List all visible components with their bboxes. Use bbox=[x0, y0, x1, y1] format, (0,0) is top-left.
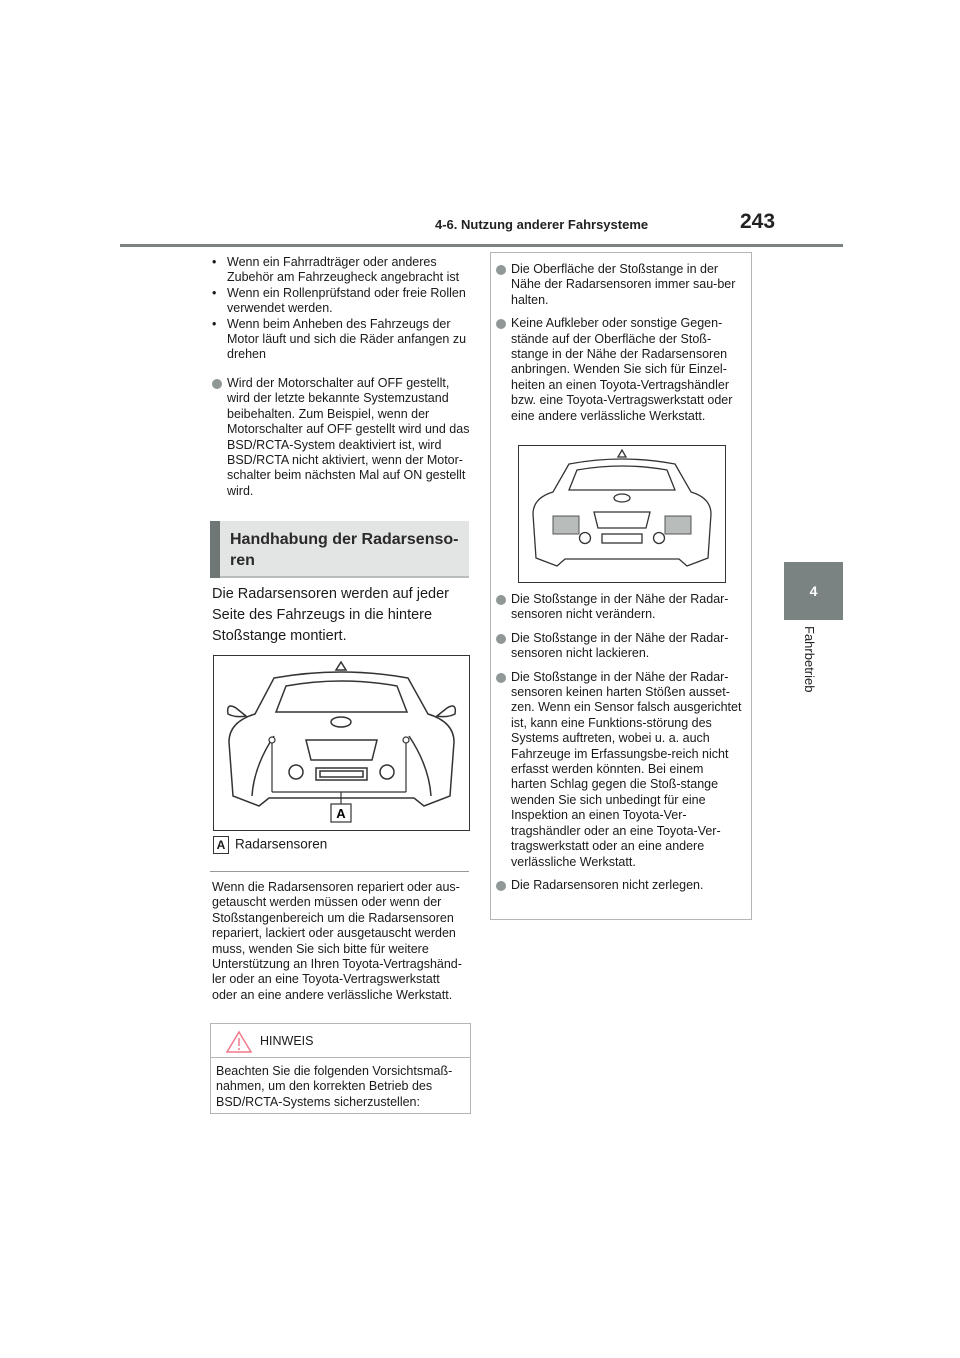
list-item: • Wenn ein Fahrradträger oder anderes Zubehör am Fahrzeugheck angebracht ist bbox=[212, 255, 470, 286]
left-bullet-list bbox=[212, 255, 470, 363]
bullet-dot-icon bbox=[496, 595, 506, 605]
list-item: • Wenn beim Anheben des Fahrzeugs der Motor läuft und sich die Räder anfangen zu drehen bbox=[212, 317, 470, 363]
figure-label-a: A bbox=[336, 806, 346, 821]
heading-text: Handhabung der Radarsenso-ren bbox=[230, 531, 459, 569]
right-column-bottom bbox=[496, 592, 742, 901]
list-item-text: Die Oberfläche der Stoßstange in der Nähe der Radarsensoren immer sau-ber halten. bbox=[511, 262, 736, 307]
bullet-dot-icon bbox=[496, 881, 506, 891]
bullet-dot-icon bbox=[496, 634, 506, 644]
hinweis-body: Beachten Sie die folgenden Vorsichtsmaß-nahmen, um den korrekten Betrieb des BSD/RCTA-Systems sicherzustellen: bbox=[216, 1064, 453, 1109]
list-item bbox=[496, 631, 742, 662]
heading-bar bbox=[210, 521, 220, 578]
notice-text: Wenn die Radarsensoren repariert oder aus-getauscht werden müssen oder wenn der Stoßstangenbereich um die Radarsensoren repariert, lackiert oder ausgetauscht werden muss, wenden Sie sich bitte für weitere Unterstützung an Ihren Toyota-Vertragshänd-ler oder an eine Toyota-Vertragswerkstatt oder an eine andere verlässliche Werkstatt. bbox=[212, 880, 462, 1002]
list-item-text: Die Stoßstange in der Nähe der Radar-sensoren keinen harten Stößen ausset-zen. Wenn ein Sensor falsch ausgerichtet ist, kann eine Funktions-störung des Systems auftreten, wobei u. a. auch Fahrzeuge im Erfassungsbe-reich nicht erfasst werden könnten. Bei einem harten Schlag gegen die Stoß-stange wenden Sie sich unbedingt für eine Inspektion an einen Toyota-Ver-tragshändler oder an eine Toyota-Ver-tragswerkstatt oder an eine andere verlässliche Werkstatt. bbox=[511, 669, 742, 869]
page-number: 243 bbox=[740, 210, 776, 233]
header-rule bbox=[120, 244, 843, 247]
bullet-dot-icon bbox=[212, 379, 222, 389]
caption-label-a: A bbox=[213, 836, 229, 854]
bullet-dot-icon bbox=[496, 265, 506, 275]
car-rear-sensor-area-figure bbox=[518, 445, 726, 583]
chapter-tab: 4 bbox=[784, 562, 843, 620]
chapter-label: Fahrbetrieb bbox=[802, 626, 817, 693]
left-note bbox=[212, 376, 470, 499]
car-rear-figure bbox=[213, 655, 470, 831]
list-item-text: Keine Aufkleber oder sonstige Gegen-stände auf der Oberfläche der Stoß-stange in der Nähe der Radarsensoren anbringen. Wenden Sie sich für Einzel-heiten an einen Toyota-Vertragshändler bzw. eine Toyota-Vertragswerkstatt oder eine andere verlässliche Werkstatt. bbox=[511, 316, 733, 423]
hinweis-box bbox=[210, 1023, 471, 1114]
divider bbox=[210, 871, 469, 872]
list-item-text: Die Stoßstange in der Nähe der Radar-sensoren nicht verändern. bbox=[511, 592, 729, 622]
section-heading bbox=[210, 521, 469, 578]
bullet-dot-icon bbox=[496, 673, 506, 683]
list-item-text: Die Stoßstange in der Nähe der Radar-sensoren nicht lackieren. bbox=[511, 630, 729, 661]
caption-text: Radarsensoren bbox=[235, 836, 328, 852]
bullet-dot-icon bbox=[496, 319, 506, 329]
right-column-top bbox=[496, 262, 742, 432]
list-item bbox=[496, 316, 742, 424]
hinweis-separator bbox=[211, 1057, 470, 1058]
car-rear-illustration bbox=[214, 656, 469, 830]
list-item bbox=[496, 262, 742, 308]
warning-triangle-icon bbox=[225, 1030, 253, 1054]
figure-caption bbox=[213, 836, 327, 854]
list-item bbox=[496, 592, 742, 623]
list-item bbox=[496, 670, 742, 870]
list-item-text: Die Radarsensoren nicht zerlegen. bbox=[511, 877, 704, 892]
list-item: • Wenn ein Rollenprüfstand oder freie Rollen verwendet werden. bbox=[212, 286, 470, 317]
hinweis-title: HINWEIS bbox=[260, 1034, 314, 1048]
intro-text: Die Radarsensoren werden auf jeder Seite des Fahrzeugs in die hintere Stoßstange montiert. bbox=[212, 586, 449, 644]
list-item bbox=[496, 878, 742, 893]
left-note-text: Wird der Motorschalter auf OFF gestellt, wird der letzte bekannte Systemzustand beibehalten. Zum Beispiel, wenn der Motorschalter auf OFF gestellt wird und das BSD/RCTA-System deaktiviert ist, wird BSD/RCTA nicht aktiviert, wenn der Motor-schalter beim nächsten Mal auf ON gestellt wird. bbox=[227, 376, 470, 498]
section-title: 4-6. Nutzung anderer Fahrsysteme bbox=[435, 217, 649, 232]
car-rear-sensor-illustration bbox=[519, 446, 725, 582]
